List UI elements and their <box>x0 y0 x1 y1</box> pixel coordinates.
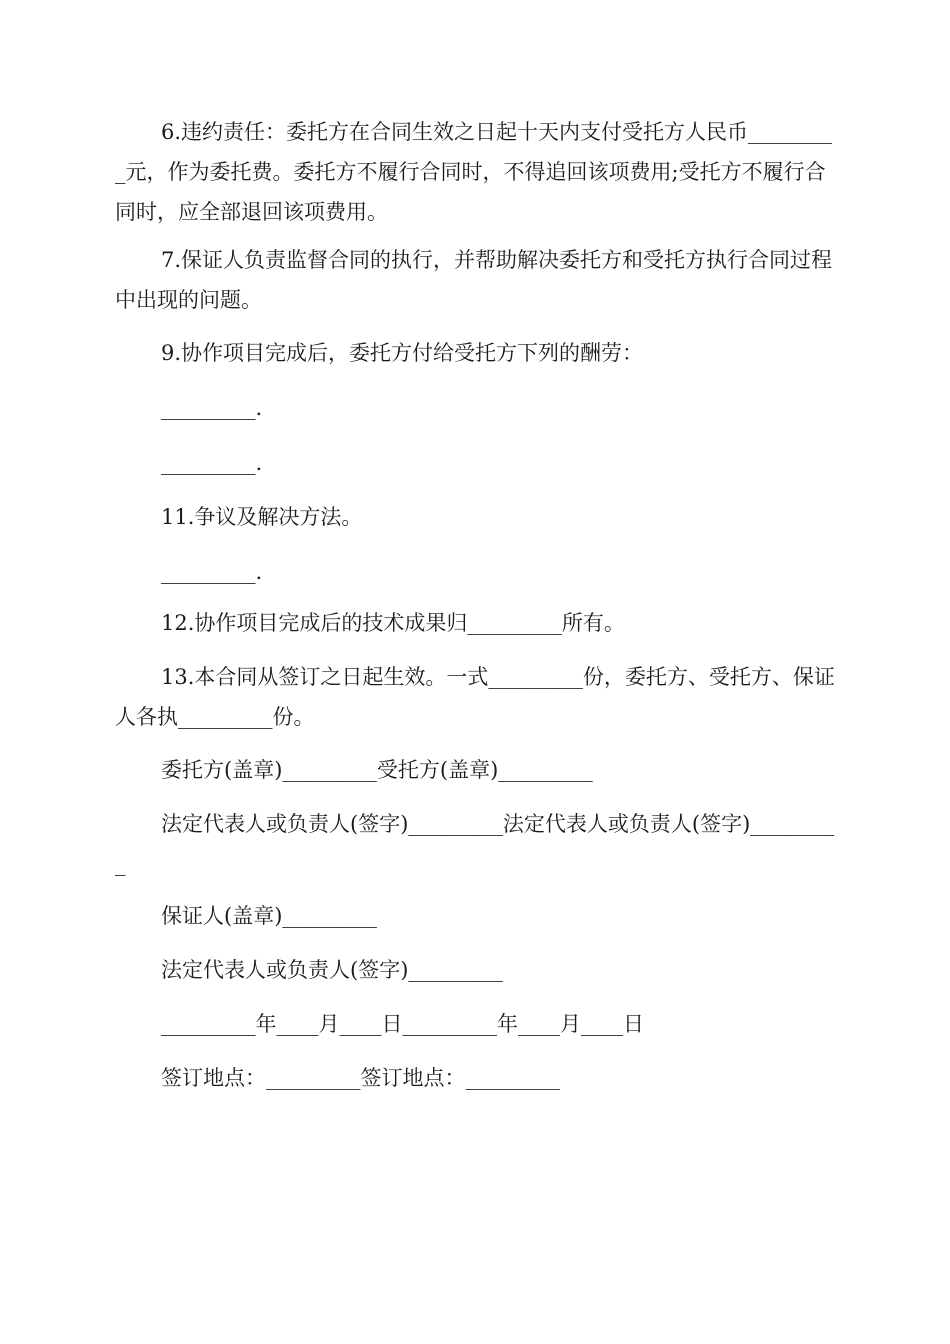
clause-13-effective-copies: 13.本合同从签订之日起生效。一式_________份，委托方、受托方、保证人各执_________份。 <box>115 665 835 729</box>
clause-12-technical-results: 12.协作项目完成后的技术成果归_________所有。 <box>161 611 625 635</box>
blank-line: _________. <box>161 396 263 420</box>
clause-9-remuneration: 9.协作项目完成后，委托方付给受托方下列的酬劳： <box>161 341 644 365</box>
signing-place: 签订地点：_________签订地点：_________ <box>161 1066 560 1090</box>
blank-line: _________. <box>161 451 263 475</box>
signature-guarantor-representative: 法定代表人或负责人(签字)_________ <box>161 958 503 982</box>
clause-11-dispute-resolution: 11.争议及解决方法。 <box>161 505 363 529</box>
signature-legal-representatives: 法定代表人或负责人(签字)_________法定代表人或负责人(签字)_________ <box>115 812 835 876</box>
blank-line: _________. <box>161 560 263 584</box>
signature-seal-parties: 委托方(盖章)_________受托方(盖章)_________ <box>161 758 593 782</box>
signing-date: _________年____月____日_________年____月____日 <box>161 1012 644 1036</box>
signature-guarantor-seal: 保证人(盖章)_________ <box>161 904 377 928</box>
clause-7-guarantor-duty: 7.保证人负责监督合同的执行，并帮助解决委托方和受托方执行合同过程中出现的问题。 <box>115 248 833 312</box>
clause-6-breach-liability: 6.违约责任：委托方在合同生效之日起十天内支付受托方人民币_________元，作为委托费。委托方不履行合同时，不得追回该项费用;受托方不履行合同时，应全部退回该项费用。 <box>115 120 833 224</box>
